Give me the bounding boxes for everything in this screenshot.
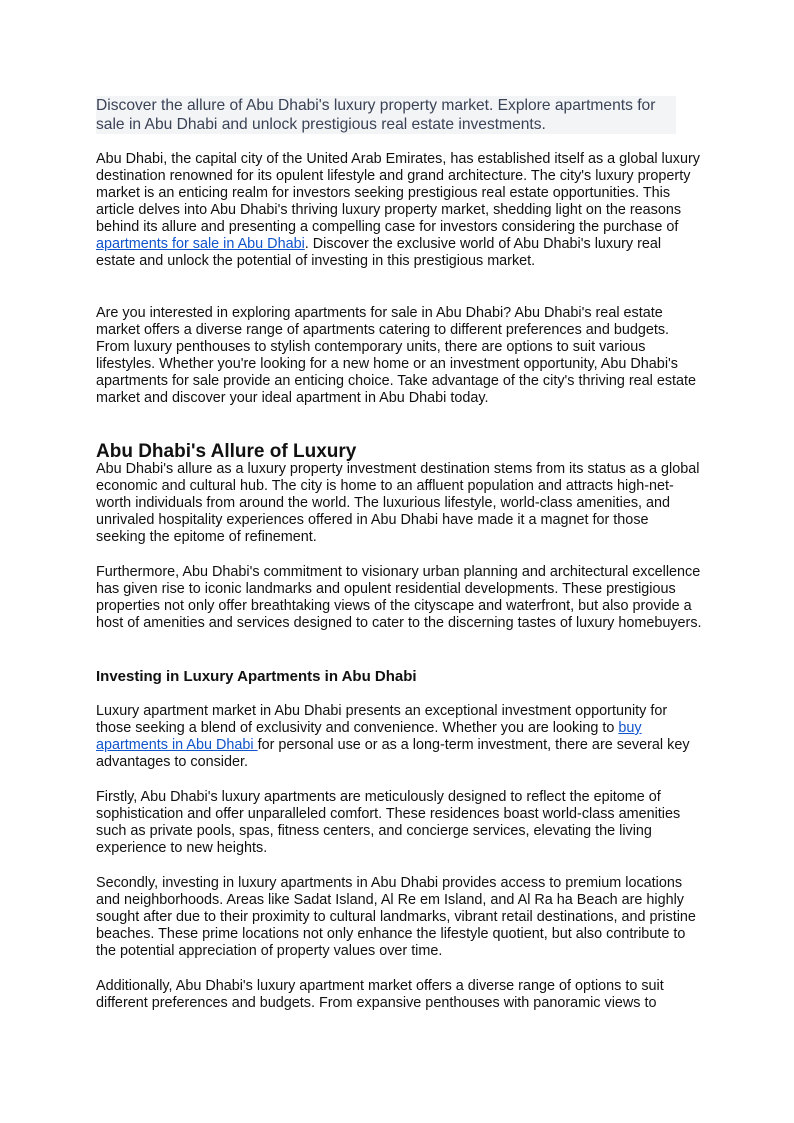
paragraph-apartments: Are you interested in exploring apartments for sale in Abu Dhabi? Abu Dhabi's real estate market offers a diverse range of apartments catering to different preferences and budgets. From luxury penthouses to stylish contemporary units, there are options to suit various lifestyles. Whether you're looking for a new home or an investment opportunity, Abu Dhabi's apartments for sale provide an enticing choice. Take advantage of the city's thriving real estate market and discover your ideal apartment in Abu Dhabi today. xyxy=(96,305,697,406)
text: for personal use or as a long-term investment, there are several key advantages to consider. xyxy=(96,737,690,770)
paragraph-secondly: Secondly, investing in luxury apartments in Abu Dhabi provides access to premium locations and neighborhoods. Areas like Sadat Island, Al Re em Island, and Al Ra ha Beach are highly sought after due to their proximity to cultural landmarks, vibrant retail destinations, and pristine beaches. These prime locations not only enhance the lifestyle quotient, but also contribute to the potential appreciation of property values over time. xyxy=(96,875,696,959)
intro-summary: Discover the allure of Abu Dhabi's luxury property market. Explore apartments for sale in Abu Dhabi and unlock prestigious real estate investments. xyxy=(96,96,676,134)
paragraph-allure: Abu Dhabi's allure as a luxury property investment destination stems from its status as a global economic and cultural hub. The city is home to an affluent population and attracts high-net-worth individuals from around the world. The luxurious lifestyle, world-class amenities, and unrivaled hospitality experiences offered in Abu Dhabi have made it a magnet for those seeking the epitome of refinement. xyxy=(96,461,700,545)
text: Abu Dhabi, the capital city of the United Arab Emirates, has established itself as a global luxury destination renowned for its opulent lifestyle and grand architecture. The city's luxury property market is an enticing realm for investors seeking prestigious real estate opportunities. This article delves into Abu Dhabi's thriving luxury property market, shedding light on the reasons behind its allure and presenting a compelling case for investors considering the purchase of xyxy=(96,151,700,235)
paragraph-additionally: Additionally, Abu Dhabi's luxury apartment market offers a diverse range of options to suit different preferences and budgets. From expansive penthouses with panoramic views to xyxy=(96,978,664,1011)
paragraph-firstly: Firstly, Abu Dhabi's luxury apartments are meticulously designed to reflect the epitome of sophistication and offer unparalleled comfort. These residences boast world-class amenities such as private pools, spas, fitness centers, and concierge services, elevating the living experience to new heights. xyxy=(96,789,681,856)
buy-apartments-link[interactable]: buy apartments in Abu Dhabi xyxy=(96,720,642,753)
apartments-for-sale-link[interactable]: apartments for sale in Abu Dhabi xyxy=(96,236,305,252)
paragraph-intro xyxy=(96,151,702,270)
paragraph-investing xyxy=(96,703,702,771)
text: Luxury apartment market in Abu Dhabi presents an exceptional investment opportunity for those seeking a blend of exclusivity and convenience. Whether you are looking to xyxy=(96,703,668,736)
text: . Discover the exclusive world of Abu Dhabi's luxury real estate and unlock the potential of investing in this prestigious market. xyxy=(96,236,662,269)
paragraph-urban-planning: Furthermore, Abu Dhabi's commitment to visionary urban planning and architectural excellence has given rise to iconic landmarks and opulent residential developments. These prestigious properties not only offer breathtaking views of the cityscape and waterfront, but also provide a host of amenities and services designed to cater to the discerning tastes of luxury homebuyers. xyxy=(96,564,702,631)
heading-investing: Investing in Luxury Apartments in Abu Dhabi xyxy=(96,668,417,685)
heading-allure: Abu Dhabi's Allure of Luxury xyxy=(96,441,357,462)
